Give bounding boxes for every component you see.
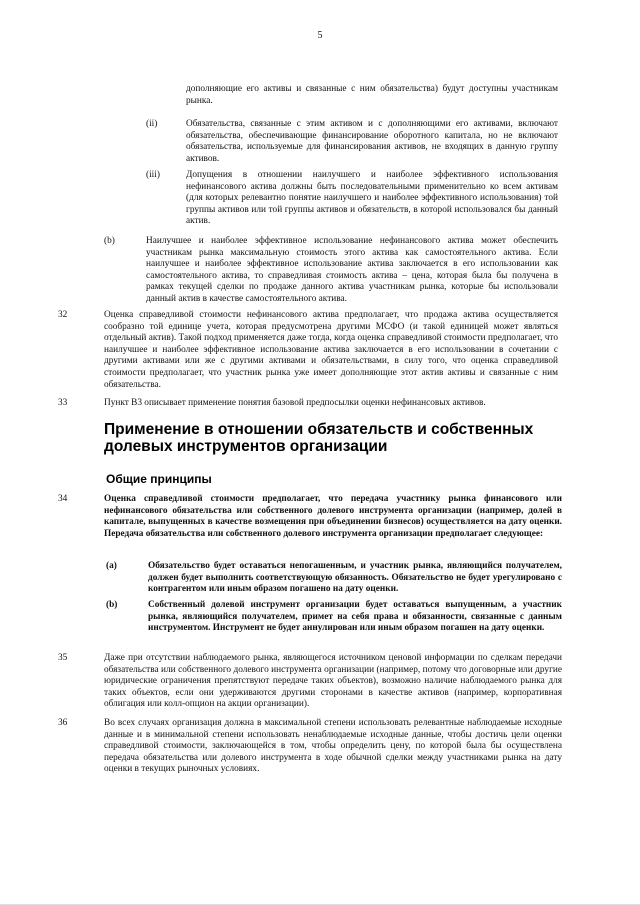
paragraph-number-36: 36 [58, 718, 68, 728]
item-ii-label: (ii) [146, 119, 158, 129]
paragraph-32-text: Оценка справедливой стоимости нефинансового актива предполагает, что продажа актива осуществляется сообразно той единице учета, которая предусмотрена другими МСФО (и такой единицей может являться отдельный актив). Такой подход применяется даже тогда, когда оценка справедливой стоимости предполагает, что наилучшее и наиболее эффективное использование актива заключается в его использовании в сочетании с другими активами или же с другими активами и обязательствами, в силу того, что оценка справедливой стоимости предполагает, что участник рынка уже имеет дополняющие этот актив активы и связанные с ним обязательства. [104, 310, 558, 390]
paragraph-34-item-a-text: Обязательство будет оставаться непогашенным, и участник рынка, являющийся получателем, должен будет выполнить соответствующую обязанность. Обязательство не будет урегулировано с контрагентом или иным образом погашено на дату оценки. [148, 561, 562, 595]
paragraph-34-item-a-label: (a) [106, 561, 117, 571]
section-subheading: Общие принципы [106, 472, 212, 486]
paragraph-34-item-b-text: Собственный долевой инструмент организации будет оставаться выпущенным, а участник рынка, являющийся получателем, примет на себя права и обязанности, связанные с данным инструментом. Инструмент не будет аннулирован или иным образом погашен на дату оценки. [148, 600, 562, 634]
section-heading: Применение в отношении обязательств и собственных долевых инструментов организации [104, 421, 534, 455]
item-b-label: (b) [104, 236, 115, 246]
paragraph-34-text: Оценка справедливой стоимости предполагает, что передача участнику рынка финансового или нефинансового обязательства или собственного долевого инструмента организации (например, долей в капитале, выпущенных в качестве возмещения при объединении бизнесов) осуществляется на дату оценки. Передача обязательства или собственного долевого инструмента организации предполагает следующее: [104, 494, 562, 539]
continuation-text: дополняющие его активы и связанные с ним обязательства) будут доступны участникам рынка. [186, 84, 558, 106]
item-iii-label: (iii) [146, 170, 160, 180]
item-b-text: Наилучшее и наиболее эффективное использование нефинансового актива может обеспечить участникам рынка максимальную стоимость этого актива как самостоятельного актива. Если наилучшее и наиболее эффективное использование актива заключается в его использовании как самостоятельного актива, то справедливая стоимость актива – цена, которая была бы получена в рамках текущей сделки по продаже данного актива участникам рынка, которые бы использовали данный актив в качестве самостоятельного актива. [146, 236, 558, 304]
item-ii-text: Обязательства, связанные с этим активом и с дополняющими его активами, включают обязательства, обеспечивающие финансирование оборотного капитала, но не включают обязательства, используемые для финансирования активов, не входящих в данную группу активов. [186, 119, 558, 164]
paragraph-number-34: 34 [58, 494, 68, 504]
paragraph-number-35: 35 [58, 653, 68, 663]
paragraph-33-text: Пункт В3 описывает применение понятия базовой предпосылки оценки нефинансовых активов. [104, 398, 486, 408]
paragraph-36-text: Во всех случаях организация должна в максимальной степени использовать релевантные наблюдаемые исходные данные и в минимальной степени использовать ненаблюдаемые исходные данные, чтобы достичь цели оценки справедливой стоимости, заключающейся в том, чтобы определить цену, по которой была бы осуществлена передача обязательства или долевого инструмента в ходе обычной сделки между участниками рынка на дату оценки в текущих рыночных условиях. [104, 718, 562, 775]
paragraph-34-item-b-label: (b) [106, 600, 118, 610]
paragraph-35-text: Даже при отсутствии наблюдаемого рынка, являющегося источником ценовой информации по сделкам передачи обязательства или собственного долевого инструмента организации (например, потому что договорные или другие юридические ограничения препятствуют передаче таких объектов), возможно наличие наблюдаемого рынка для таких объектов, если они удерживаются другими сторонами в качестве активов (например, корпоративная облигация или колл-опцион на акции организации). [104, 653, 562, 710]
item-iii-text: Допущения в отношении наилучшего и наиболее эффективного использования нефинансового актива должны быть последовательными применительно ко всем активам (для которых релевантно понятие наилучшего и наиболее эффективного использования) той группы активов или той группы активов и обязательств, в которой использовался бы данный актив. [186, 170, 558, 227]
paragraph-number-32: 32 [58, 310, 68, 320]
paragraph-number-33: 33 [58, 398, 68, 408]
page-number: 5 [317, 30, 323, 41]
